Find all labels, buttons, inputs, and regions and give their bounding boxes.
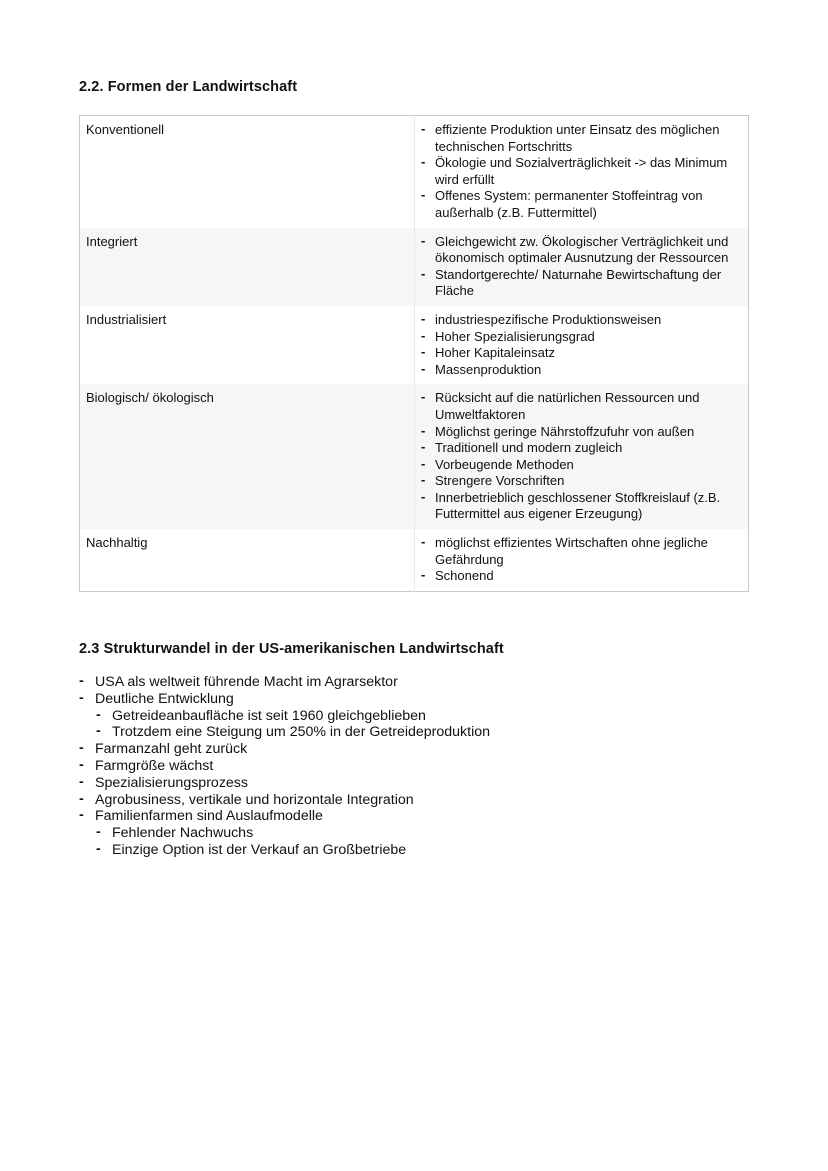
- sub-list-item: - Fehlender Nachwuchs: [96, 825, 490, 842]
- sub-list: [96, 825, 490, 859]
- list-item: [79, 758, 490, 775]
- list-item-text: Familienfarmen sind Auslaufmodelle: [95, 808, 323, 825]
- characteristics-list: [421, 312, 742, 378]
- list-item: - möglichst effizientes Wirtschaften ohne jegliche Gefährdung: [421, 535, 742, 568]
- list-item: - Massenproduktion: [421, 362, 742, 379]
- list-item: - Strengere Vorschriften: [421, 473, 742, 490]
- list-item: - Schonend: [421, 568, 742, 585]
- list-item-text: Farmgröße wächst: [95, 757, 214, 774]
- characteristics-list: [421, 234, 742, 300]
- sub-list-item: - Getreideanbaufläche ist seit 1960 gleichgeblieben: [96, 708, 490, 725]
- list-item: [79, 674, 490, 691]
- characteristics-list: [421, 535, 742, 585]
- farming-form-characteristics: [415, 306, 749, 384]
- table-row: [80, 228, 749, 306]
- characteristics-list: [421, 122, 742, 222]
- list-item: - Offenes System: permanenter Stoffeintrag von außerhalb (z.B. Futtermittel): [421, 188, 742, 221]
- list-item: [79, 792, 490, 809]
- structural-change-list: [79, 674, 490, 859]
- list-item: - Innerbetrieblich geschlossener Stoffkreislauf (z.B. Futtermittel aus eigener Erzeugung): [421, 490, 742, 523]
- table-row: [80, 529, 749, 591]
- list-item-text: Deutliche Entwicklung: [95, 690, 234, 707]
- list-item: - industriespezifische Produktionsweisen: [421, 312, 742, 329]
- list-item: - Ökologie und Sozialverträglichkeit -> das Minimum wird erfüllt: [421, 155, 742, 188]
- characteristics-list: [421, 390, 742, 523]
- list-item: - Hoher Spezialisierungsgrad: [421, 329, 742, 346]
- list-item: - Vorbeugende Methoden: [421, 457, 742, 474]
- sub-list-item: - Einzige Option ist der Verkauf an Großbetriebe: [96, 842, 490, 859]
- list-item-text: Spezialisierungsprozess: [95, 774, 248, 791]
- farming-form-name: Integriert: [80, 228, 415, 306]
- table-row: [80, 306, 749, 384]
- farming-form-characteristics: [415, 228, 749, 306]
- farming-form-name: Industrialisiert: [80, 306, 415, 384]
- list-item: [79, 741, 490, 758]
- list-item: - Möglichst geringe Nährstoffzufuhr von außen: [421, 424, 742, 441]
- list-item-text: Farmanzahl geht zurück: [95, 741, 248, 758]
- list-item: - Traditionell und modern zugleich: [421, 440, 742, 457]
- farming-form-name: Nachhaltig: [80, 529, 415, 591]
- farming-form-characteristics: [415, 116, 749, 228]
- list-item: - Hoher Kapitaleinsatz: [421, 345, 742, 362]
- farming-forms-table: [79, 115, 749, 592]
- list-item: - Rücksicht auf die natürlichen Ressourcen und Umweltfaktoren: [421, 390, 742, 423]
- list-item: - effiziente Produktion unter Einsatz des möglichen technischen Fortschritts: [421, 122, 742, 155]
- sub-list-item: - Trotzdem eine Steigung um 250% in der Getreideproduktion: [96, 724, 490, 741]
- list-item: - Standortgerechte/ Naturnahe Bewirtschaftung der Fläche: [421, 267, 742, 300]
- farming-form-name: Biologisch/ ökologisch: [80, 384, 415, 529]
- farming-form-name: Konventionell: [80, 116, 415, 228]
- sub-list: [96, 708, 490, 742]
- table-row: [80, 384, 749, 529]
- list-item: - Gleichgewicht zw. Ökologischer Verträglichkeit und ökonomisch optimaler Ausnutzung der Ressourcen: [421, 234, 742, 267]
- farming-form-characteristics: [415, 529, 749, 591]
- section-heading-forms: 2.2. Formen der Landwirtschaft: [79, 79, 298, 95]
- list-item: [79, 691, 490, 741]
- list-item: [79, 808, 490, 858]
- section-heading-structural-change: 2.3 Strukturwandel in der US-amerikanischen Landwirtschaft: [79, 641, 504, 657]
- farming-form-characteristics: [415, 384, 749, 529]
- list-item: [79, 775, 490, 792]
- table-row: [80, 116, 749, 228]
- list-item-text: USA als weltweit führende Macht im Agrarsektor: [95, 674, 398, 690]
- list-item-text: Agrobusiness, vertikale und horizontale Integration: [95, 791, 414, 808]
